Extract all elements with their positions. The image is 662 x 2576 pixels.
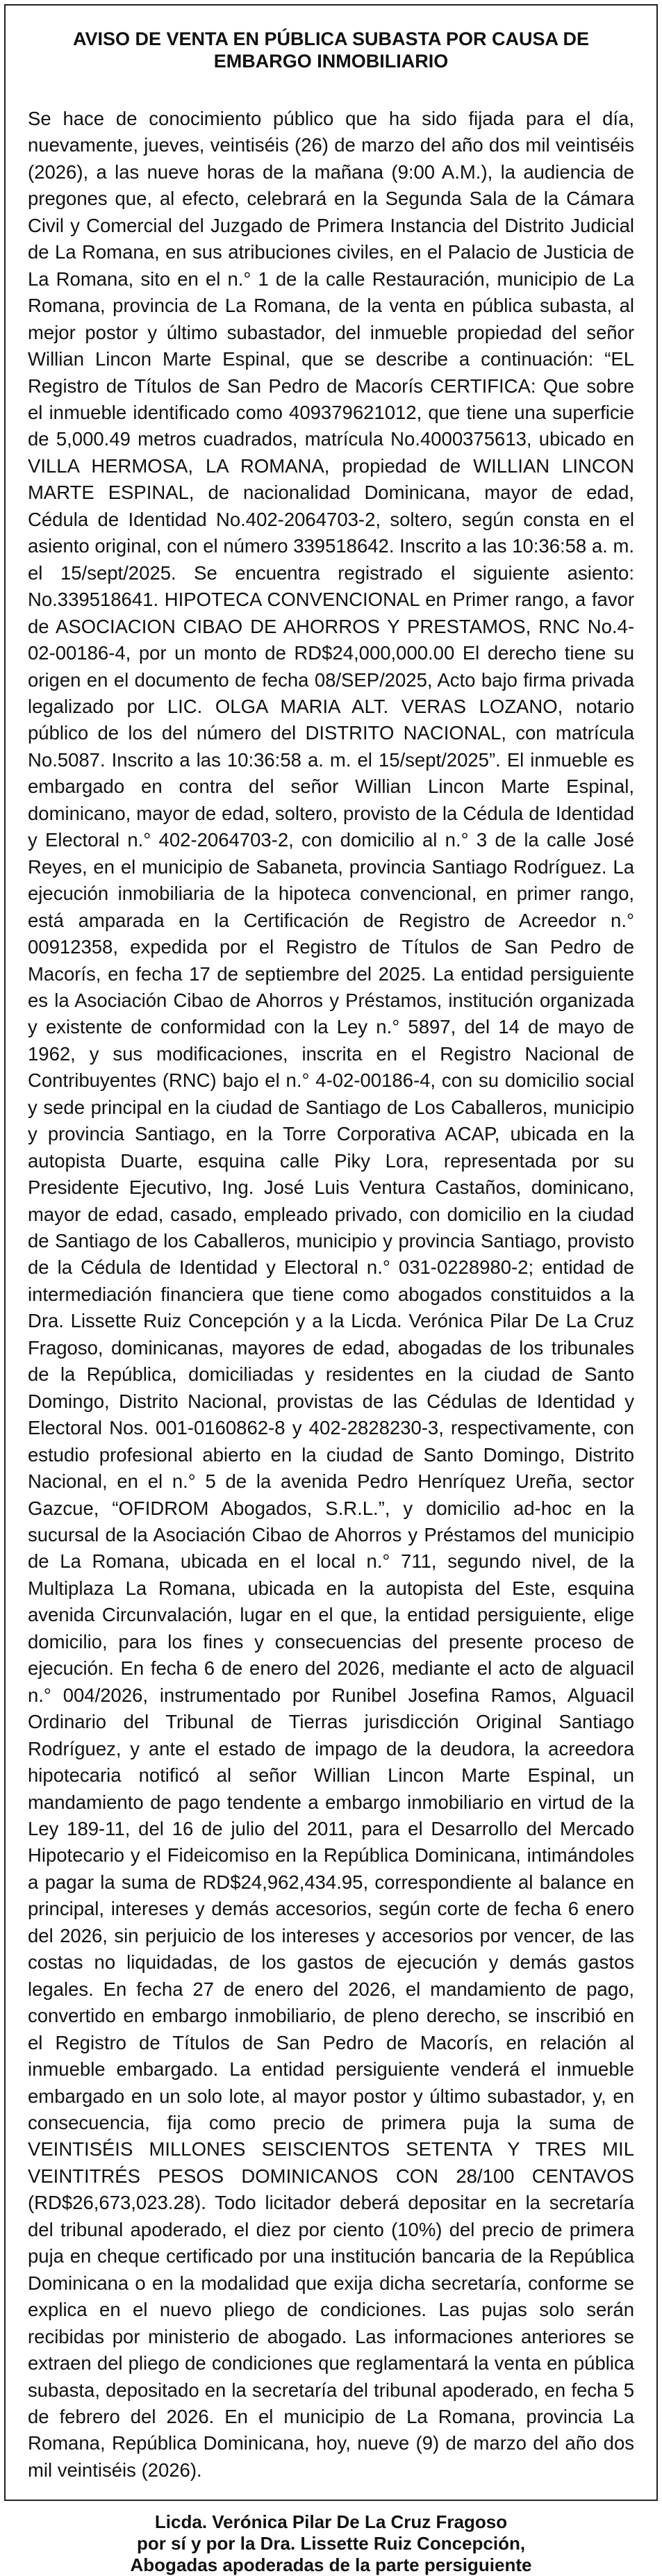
signature-role: Abogadas apoderadas de la parte persiguiente bbox=[130, 2554, 532, 2576]
signature-name: Licda. Verónica Pilar De La Cruz Fragoso bbox=[154, 2511, 508, 2533]
notice-title-line-1: AVISO DE VENTA EN PÚBLICA SUBASTA POR CAUSA DE bbox=[72, 28, 590, 49]
notice-title bbox=[28, 28, 634, 72]
signature-behalf: por sí y por la Dra. Lissette Ruiz Concepción, bbox=[136, 2533, 526, 2554]
notice-title-line-2: EMBARGO INMOBILIARIO bbox=[213, 51, 449, 72]
signature-block bbox=[28, 2511, 634, 2576]
notice-body: Se hace de conocimiento público que ha sido fijada para el día, nuevamente, jueves, veintiséis (26) de marzo del año dos mil veintiséis (2026), a las nueve horas de la mañana (9:00 A.M.), la audiencia de pregones que, al efecto, celebrará en la Segunda Sala de la Cámara Civil y Comercial del Juzgado de Primera Instancia del Distrito Judicial de La Romana, en sus atribuciones civiles, en el Palacio de Justicia de La Romana, sito en el n.° 1 de la calle Restauración, municipio de La Romana, provincia de La Romana, de la venta en pública subasta, al mejor postor y último subastador, del inmueble propiedad del señor Willian Lincon Marte Espinal, que se describe a continuación: “EL Registro de Títulos de San Pedro de Macorís CERTIFICA: Que sobre el inmueble identificado como 409379621012, que tiene una superficie de 5,000.49 metros cuadrados, matrícula No.4000375613, ubicado en VILLA HERMOSA, LA ROMANA, propiedad de WILLIAN LINCON MARTE ESPINAL, de nacionalidad Dominicana, mayor de edad, Cédula de Identidad No.402-2064703-2, soltero, según consta en el asiento original, con el número 339518642. Inscrito a las 10:36:58 a. m. el 15/sept/2025. Se encuentra registrado el siguiente asiento: No.339518641. HIPOTECA CONVENCIONAL en Primer rango, a favor de ASOCIACION CIBAO DE AHORROS Y PRESTAMOS, RNC No.4-02-00186-4, por un monto de RD$24,000,000.00 El derecho tiene su origen en el documento de fecha 08/SEP/2025, Acto bajo firma privada legalizado por LIC. OLGA MARIA ALT. VERAS LOZANO, notario público de los del número del DISTRITO NACIONAL, con matrícula No.5087. Inscrito a las 10:36:58 a. m. el 15/sept/2025”. El inmueble es embargado en contra del señor Willian Lincon Marte Espinal, dominicano, mayor de edad, soltero, provisto de la Cédula de Identidad y Electoral n.° 402-2064703-2, con domicilio al n.° 3 de la calle José Reyes, en el municipio de Sabaneta, provincia Santiago Rodríguez. La ejecución inmobiliaria de la hipoteca convencional, en primer rango, está amparada en la Certificación de Registro de Acreedor n.° 00912358, expedida por el Registro de Títulos de San Pedro de Macorís, en fecha 17 de septiembre del 2025. La entidad persiguiente es la Asociación Cibao de Ahorros y Préstamos, institución organizada y existente de conformidad con la Ley n.° 5897, del 14 de mayo de 1962, y sus modificaciones, inscrita en el Registro Nacional de Contribuyentes (RNC) bajo el n.° 4-02-00186-4, con su domicilio social y sede principal en la ciudad de Santiago de Los Caballeros, municipio y provincia Santiago, en la Torre Corporativa ACAP, ubicada en la autopista Duarte, esquina calle Piky Lora, representada por su Presidente Ejecutivo, Ing. José Luis Ventura Castaños, dominicano, mayor de edad, casado, empleado privado, con domicilio en la ciudad de Santiago de los Caballeros, municipio y provincia Santiago, provisto de la Cédula de Identidad y Electoral n.° 031-0228980-2; entidad de intermediación financiera que tiene como abogados constituidos a la Dra. Lissette Ruiz Concepción y a la Licda. Verónica Pilar De La Cruz Fragoso, dominicanas, mayores de edad, abogadas de los tribunales de la República, domiciliadas y residentes en la ciudad de Santo Domingo, Distrito Nacional, provistas de las Cédulas de Identidad y Electoral Nos. 001-0160862-8 y 402-2828230-3, respectivamente, con estudio profesional abierto en la ciudad de Santo Domingo, Distrito Nacional, en el n.° 5 de la avenida Pedro Henríquez Ureña, sector Gazcue, “OFIDROM Abogados, S.R.L.”, y domicilio ad-hoc en la sucursal de la Asociación Cibao de Ahorros y Préstamos del municipio de La Romana, ubicada en el local n.° 711, segundo nivel, de la Multiplaza La Romana, ubicada en la autopista del Este, esquina avenida Circunvalación, lugar en el que, la entidad persiguiente, elige domicilio, para los fines y consecuencias del presente proceso de ejecución. En fecha 6 de enero del 2026, mediante el acto de alguacil n.° 004/2026, instrumentado por Runibel Josefina Ramos, Alguacil Ordinario del Tribunal de Tierras jurisdicción Original Santiago Rodríguez, y ante el estado de impago de la deudora, la acreedora hipotecaria notificó al señor Willian Lincon Marte Espinal, un mandamiento de pago tendente a embargo inmobiliario en virtud de la Ley 189-11, del 16 de julio del 2011, para el Desarrollo del Mercado Hipotecario y el Fideicomiso en la República Dominicana, intimándoles a pagar la suma de RD$24,962,434.95, correspondiente al balance en principal, intereses y demás accesorios, según corte de fecha 6 enero del 2026, sin perjuicio de los intereses y accesorios por vencer, de las costas no liquidadas, de los gastos de ejecución y demás gastos legales. En fecha 27 de enero del 2026, el mandamiento de pago, convertido en embargo inmobiliario, de pleno derecho, se inscribió en el Registro de Títulos de San Pedro de Macorís, en relación al inmueble embargado. La entidad persiguiente venderá el inmueble embargado en un solo lote, al mayor postor y último subastador, y, en consecuencia, fija como precio de primera puja la suma de VEINTISÉIS MILLONES SEISCIENTOS SETENTA Y TRES MIL VEINTITRÉS PESOS DOMINICANOS CON 28/100 CENTAVOS (RD$26,673,023.28). Todo licitador deberá depositar en la secretaría del tribunal apoderado, el diez por ciento (10%) del precio de primera puja en cheque certificado por una institución bancaria de la República Dominicana o en la modalidad que exija dicha secretaría, conforme se explica en el nuevo pliego de condiciones. Las pujas solo serán recibidas por ministerio de abogado. Las informaciones anteriores se extraen del pliego de condiciones que reglamentará la venta en pública subasta, depositado en la secretaría del tribunal apoderado, en fecha 5 de febrero del 2026. En el municipio de La Romana, provincia La Romana, República Dominicana, hoy, nueve (9) de marzo del año dos mil veintiséis (2026). bbox=[28, 108, 634, 2481]
